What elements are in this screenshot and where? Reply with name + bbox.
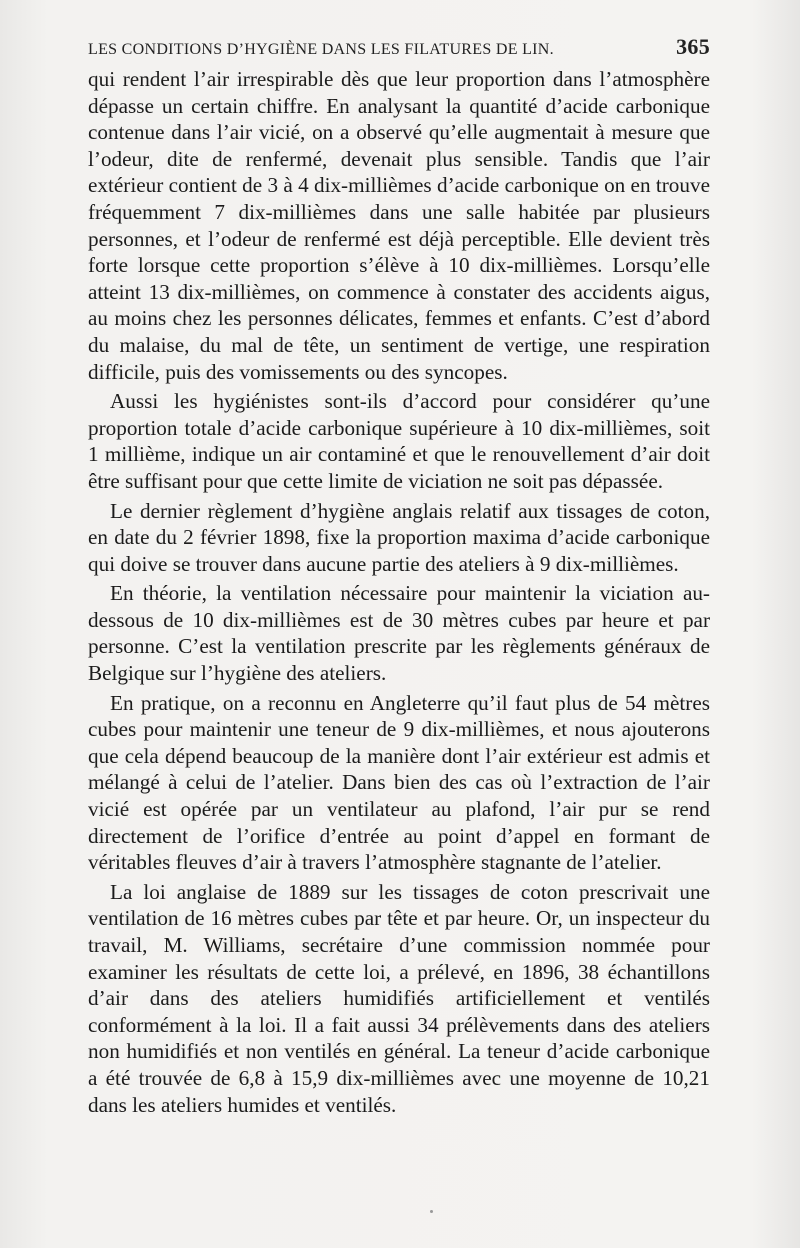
paragraph: Le dernier règlement d’hygiène anglais relatif aux tissages de coton, en date du 2 février 1898, fixe la proportion maxima d’acide carbonique qui doive se trouver dans aucune partie des ateliers à 9 dix-millièmes.: [88, 498, 710, 576]
running-title: LES CONDITIONS D’HYGIÈNE DANS LES FILATURES DE LIN.: [88, 41, 554, 58]
paragraph: La loi anglaise de 1889 sur les tissages de coton prescrivait une ventilation de 16 mètres cubes par tête et par heure. Or, un inspecteur du travail, M. Williams, secrétaire d’une commission nommée pour examiner les résultats de cette loi, a prélevé, en 1896, 38 échantillons d’air dans des ateliers humidifiés artificiellement et ventilés conformément à la loi. Il a fait aussi 34 prélèvements dans des ateliers non humidifiés et non ventilés en général. La teneur d’acide carbonique a été trouvée de 6,8 à 15,9 dix-millièmes avec une moyenne de 10,21 dans les ateliers humides et ventilés.: [88, 879, 710, 1117]
body-text: [88, 66, 710, 1118]
paragraph: Aussi les hygiénistes sont-ils d’accord pour considérer qu’une proportion totale d’acide carbonique supérieure à 10 dix-millièmes, soit 1 millième, indique un air contaminé et que le renouvellement d’air doit être suffisant pour que cette limite de viciation ne soit pas dépassée.: [88, 389, 710, 493]
paragraph-continued: qui rendent l’air irrespirable dès que leur proportion dans l’atmosphère dépasse un certain chiffre. En analysant la quantité d’acide carbonique contenue dans l’air vicié, on a observé qu’elle augmentait à mesure que l’odeur, dite de renfermé, devenait plus sensible. Tandis que l’air extérieur contient de 3 à 4 dix-millièmes d’acide carbonique on en trouve fréquemment 7 dix-millièmes dans une salle habitée par plusieurs personnes, et l’odeur de renfermé est déjà perceptible. Elle devient très forte lorsque cette proportion s’élève à 10 dix-millièmes. Lorsqu’elle atteint 13 dix-millièmes, on commence à constater des accidents aigus, au moins chez les personnes délicates, femmes et enfants. C’est d’abord du malaise, du mal de tête, un sentiment de vertige, une respiration difficile, puis des vomissements ou des syncopes.: [88, 67, 710, 384]
running-header: [88, 34, 710, 60]
paragraph: En pratique, on a reconnu en Angleterre qu’il faut plus de 54 mètres cubes pour maintenir une teneur de 9 dix-millièmes, et nous ajouterons que cela dépend beaucoup de la manière dont l’air extérieur est admis et mélangé à celui de l’atelier. Dans bien des cas où l’extraction de l’air vicié est opérée par un ventilateur au plafond, l’air pur se rend directement de l’orifice d’entrée au point d’appel en formant de véritables fleuves d’air à travers l’atmosphère stagnante de l’atelier.: [88, 690, 710, 875]
print-speck: [430, 1210, 433, 1213]
page-number: 365: [676, 34, 710, 59]
paragraph: En théorie, la ventilation nécessaire pour maintenir la viciation au-dessous de 10 dix-millièmes est de 30 mètres cubes par heure et par personne. C’est la ventilation prescrite par les règlements généraux de Belgique sur l’hygiène des ateliers.: [88, 581, 710, 686]
